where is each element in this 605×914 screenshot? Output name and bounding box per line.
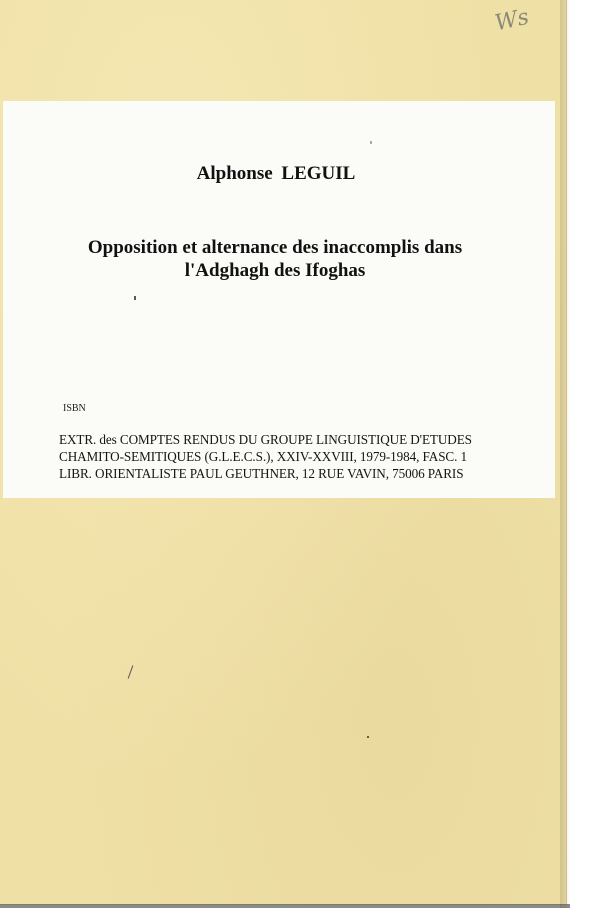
cover-bottom-edge [0, 904, 570, 908]
isbn-label: ISBN [63, 403, 86, 414]
publication-info [59, 431, 529, 482]
author-name: Alphonse LEGUIL [196, 163, 356, 184]
document-title [40, 236, 510, 282]
extract-line-1: EXTR. des COMPTES RENDUS DU GROUPE LINGUISTIQUE D'ETUDES [59, 432, 472, 447]
extract-line-2: CHAMITO-SEMITIQUES (G.L.E.C.S.), XXIV-XXVIII, 1979-1984, FASC. 1 [59, 449, 468, 464]
scan-speck [134, 296, 136, 300]
scan-speck [367, 736, 369, 738]
handwritten-note: Ws [492, 4, 532, 37]
title-line-1: Opposition et alternance des inaccomplis dans [87, 237, 463, 258]
extract-line-3: LIBR. ORIENTALISTE PAUL GEUTHNER, 12 RUE VAVIN, 75006 PARIS [59, 466, 464, 481]
scan-speck [370, 141, 372, 144]
cover-edge-shadow [560, 0, 570, 908]
title-line-2: l'Adghagh des Ifoghas [184, 260, 366, 281]
